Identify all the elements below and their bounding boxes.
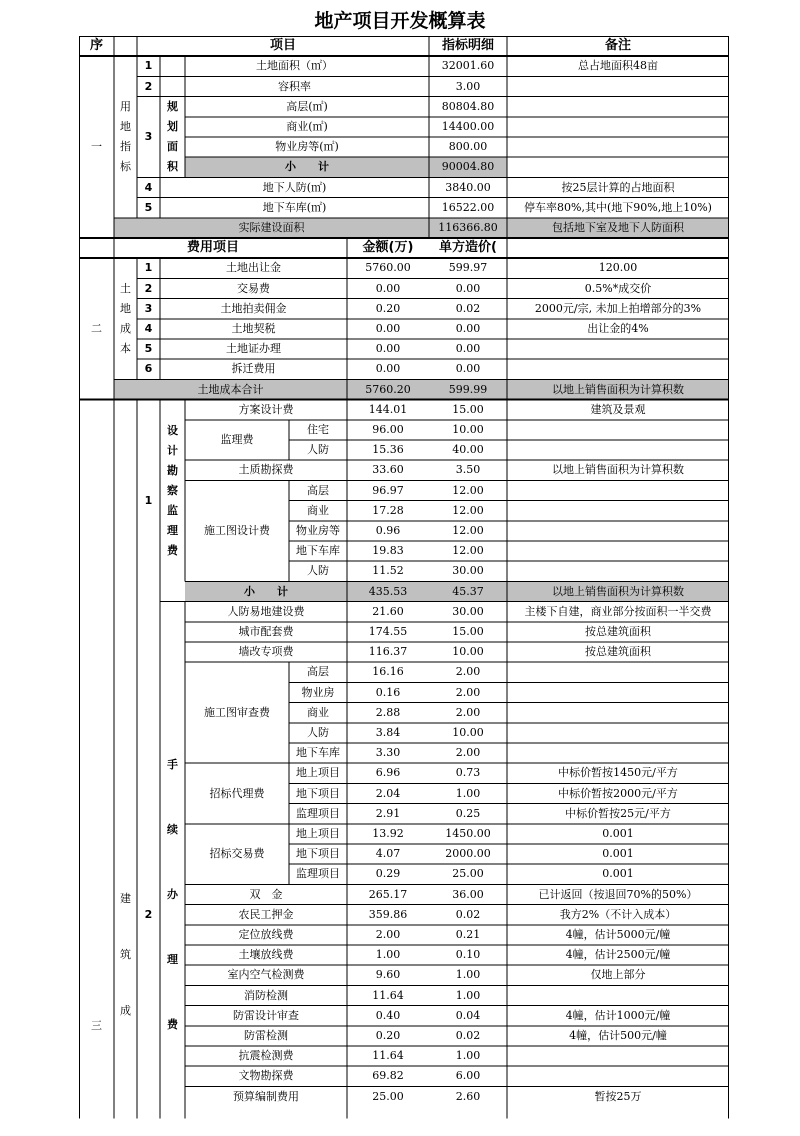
item-amount: 4.07: [375, 847, 401, 861]
item-amount: 21.60: [372, 604, 404, 618]
section-1-label: 用 地 指 标: [120, 100, 131, 173]
item-unit: 0.00: [455, 321, 481, 335]
item-unit: 12.00: [452, 523, 484, 537]
row-number: 5: [144, 200, 153, 214]
row-number: 3: [144, 130, 153, 143]
item-name: 室内空气检测费: [227, 968, 305, 982]
item-value: 800.00: [448, 140, 488, 154]
item-note: 4幢，估计500元/幢: [569, 1028, 667, 1042]
item-note: 中标价暂按1450元/平方: [558, 766, 678, 780]
item-note: 按25层计算的占地面积: [561, 180, 675, 194]
item-note: 以地上销售面积为计算积数: [552, 463, 684, 477]
item-unit: 0.10: [455, 948, 481, 962]
item-unit: 30.00: [452, 564, 484, 578]
item-unit: 2.00: [455, 685, 481, 699]
item-unit: 15.00: [452, 402, 484, 416]
item-unit: 10.00: [452, 645, 484, 659]
item-unit: 0.02: [455, 1028, 481, 1042]
total-name: 小 计: [244, 584, 288, 598]
total-amount: 435.53: [368, 584, 408, 598]
item-name: 土质勘探费: [238, 463, 294, 477]
header-remark: 备注: [604, 38, 632, 54]
item-name: 墙改专项费: [238, 645, 294, 659]
item-unit: 1.00: [455, 988, 481, 1002]
section-3-label: 建 筑 成: [120, 892, 131, 1018]
item-name: 文物勘探费: [238, 1069, 294, 1083]
item-name: 交易费: [237, 281, 270, 295]
item-amount: 69.82: [372, 1069, 404, 1083]
row-number: 1: [144, 59, 153, 73]
item-amount: 9.60: [375, 968, 401, 982]
item-unit: 0.73: [455, 766, 481, 780]
item-amount: 0.16: [375, 685, 401, 699]
item-name: 防雷检测: [244, 1028, 288, 1042]
item-unit: 36.00: [452, 887, 484, 901]
item-unit: 40.00: [452, 443, 484, 457]
item-unit: 10.00: [452, 422, 484, 436]
item-unit: 2.60: [455, 1089, 481, 1103]
item-note: 总占地面积48亩: [578, 59, 658, 73]
item-name: 农民工押金: [238, 907, 294, 921]
item-name: 小 计: [285, 160, 329, 174]
item-amount: 144.01: [368, 402, 408, 416]
header-item: 项目: [269, 38, 297, 54]
item-amount: 0.00: [375, 321, 401, 335]
item-note: 4幢，估计1000元/幢: [565, 1008, 671, 1022]
item-name: 招标交易费: [209, 847, 265, 861]
item-unit: 0.00: [455, 281, 481, 295]
item-sub: 人防: [307, 564, 329, 578]
total-name: 土地成本合计: [197, 382, 264, 396]
item-unit: 30.00: [452, 604, 484, 618]
header-seq: 序: [89, 38, 104, 54]
item-sub: 地上项目: [296, 766, 340, 780]
item-note: 0.001: [602, 847, 634, 861]
item-unit: 10.00: [452, 725, 484, 739]
item-amount: 359.86: [368, 907, 408, 921]
item-unit: 2.00: [455, 665, 481, 679]
item-value: 3840.00: [445, 180, 491, 194]
item-sub: 商业: [307, 503, 329, 517]
item-name: 拆迁费用: [231, 362, 276, 376]
item-unit: 2.00: [455, 746, 481, 760]
item-sub: 物业房等: [296, 523, 340, 537]
item-name: 土地证办理: [226, 342, 281, 356]
item-unit: 0.21: [455, 927, 481, 941]
item-note: 中标价暂按25元/平方: [565, 806, 671, 820]
item-amount: 19.83: [372, 544, 404, 558]
item-amount: 0.40: [375, 1008, 401, 1022]
item-amount: 0.00: [375, 342, 401, 356]
item-sub: 地下车库: [296, 746, 340, 760]
item-note: 按总建筑面积: [585, 645, 651, 659]
item-name: 抗震检测费: [238, 1049, 294, 1063]
item-name: 土地拍卖佣金: [220, 301, 287, 315]
item-unit: 12.00: [452, 483, 484, 497]
item-note: 建筑及景观: [590, 402, 646, 416]
item-amount: 265.17: [368, 887, 408, 901]
item-name: 防雷设计审查: [233, 1008, 299, 1022]
group-number: 1: [144, 493, 153, 507]
item-sub: 地下项目: [296, 786, 340, 800]
item-name: 高层(㎡): [286, 99, 328, 113]
total-value: 116366.80: [438, 220, 498, 234]
item-note: 出让金的4%: [587, 321, 649, 335]
item-name: 土地契税: [231, 321, 276, 335]
cost-header-item: 费用项目: [186, 240, 240, 256]
item-sub: 人防: [307, 443, 329, 457]
section-2-seq: 二: [91, 321, 102, 335]
item-amount: 11.64: [372, 1049, 404, 1063]
item-sub: 人防: [307, 725, 329, 739]
row-number: 1: [144, 261, 153, 275]
item-value: 32001.60: [441, 59, 495, 73]
item-note: 主楼下自建，商业部分按面积一半交费: [524, 604, 712, 618]
item-unit: 0.00: [455, 362, 481, 376]
item-sub: 商业: [307, 705, 329, 719]
item-name: 定位放线费: [238, 927, 294, 941]
item-amount: 3.84: [375, 725, 401, 739]
item-unit: 1.00: [455, 1049, 481, 1063]
item-name: 土地出让金: [226, 261, 281, 275]
row-number: 2: [144, 79, 153, 93]
item-unit: 12.00: [452, 503, 484, 517]
item-amount: 96.00: [372, 422, 404, 436]
item-note: 中标价暂按2000元/平方: [558, 786, 678, 800]
item-name: 土壤放线费: [238, 948, 294, 962]
item-note: 我方2%（不计入成本）: [559, 907, 677, 921]
group-1-label: 设 计 勘 察 监 理 费: [167, 423, 178, 557]
item-amount: 33.60: [372, 463, 404, 477]
item-note: 按总建筑面积: [585, 624, 651, 638]
item-name: 预算编制费用: [233, 1089, 299, 1103]
item-sub: 地下车库: [296, 544, 340, 558]
section-1-seq: 一: [91, 140, 102, 154]
item-amount: 0.96: [375, 523, 401, 537]
total-note: 包括地下室及地下人防面积: [552, 220, 684, 234]
item-amount: 2.04: [375, 786, 401, 800]
item-unit: 1.00: [455, 968, 481, 982]
header-detail: 指标明细: [441, 38, 495, 54]
row-number: 2: [144, 281, 153, 295]
item-amount: 15.36: [372, 443, 404, 457]
item-amount: 3.30: [375, 746, 401, 760]
item-note: 0.001: [602, 867, 634, 881]
item-amount: 0.20: [375, 301, 401, 315]
item-amount: 5760.00: [365, 261, 411, 275]
group-number: 2: [144, 907, 153, 921]
item-name: 方案设计费: [238, 402, 294, 416]
item-name: 双 金: [249, 887, 283, 901]
page-title: 地产项目开发概算表: [314, 10, 486, 32]
item-amount: 0.29: [375, 867, 401, 881]
item-amount: 13.92: [372, 826, 404, 840]
item-unit: 2.00: [455, 705, 481, 719]
group-2-label: 手 续 办 理 费: [167, 757, 178, 1031]
item-note: 0.001: [602, 826, 634, 840]
row-number: 5: [144, 342, 153, 356]
total-note: 以地上销售面积为计算积数: [552, 584, 684, 598]
item-name: 城市配套费: [238, 624, 294, 638]
row-number: 3: [144, 301, 153, 315]
total-unit: 599.99: [448, 382, 488, 396]
item-unit: 0.02: [455, 907, 481, 921]
total-unit: 45.37: [452, 584, 484, 598]
item-unit: 6.00: [455, 1069, 481, 1083]
item-note: 0.5%*成交价: [584, 281, 652, 295]
item-sub: 物业房: [301, 685, 335, 699]
item-unit: 1.00: [455, 786, 481, 800]
item-note: 停车率80%,其中(地下90%,地上10%): [524, 200, 712, 214]
item-name: 施工图设计费: [204, 523, 270, 537]
item-unit: 25.00: [452, 867, 484, 881]
item-note: 已计返回（按退回70%的50%）: [538, 887, 698, 901]
row-number: 4: [144, 321, 153, 335]
item-value: 3.00: [455, 79, 481, 93]
item-value: 80804.80: [441, 99, 495, 113]
item-name: 监理费: [220, 433, 254, 446]
item-unit: 0.00: [455, 342, 481, 356]
item-amount: 11.64: [372, 988, 404, 1002]
item-name: 物业房等(㎡): [275, 140, 339, 154]
item-value: 16522.00: [441, 200, 495, 214]
item-sub: 监理项目: [296, 867, 340, 881]
item-amount: 116.37: [368, 645, 408, 659]
cost-header-amount: 金额(万): [362, 240, 414, 256]
item-amount: 1.00: [375, 948, 401, 962]
item-unit: 12.00: [452, 544, 484, 558]
item-note: 4幢，估计5000元/幢: [565, 927, 671, 941]
planning-label: 规 划 面 积: [167, 100, 178, 173]
item-name: 招标代理费: [209, 786, 265, 800]
item-name: 施工图审查费: [204, 705, 270, 719]
item-amount: 0.00: [375, 362, 401, 376]
item-name: 地下人防(㎡): [262, 180, 327, 194]
total-note: 以地上销售面积为计算积数: [552, 382, 684, 396]
item-amount: 0.20: [375, 1028, 401, 1042]
item-name: 消防检测: [244, 988, 288, 1002]
item-amount: 0.00: [375, 281, 401, 295]
item-name: 容积率: [278, 79, 311, 93]
item-amount: 17.28: [372, 503, 404, 517]
item-sub: 监理项目: [296, 806, 340, 820]
item-amount: 16.16: [372, 665, 404, 679]
section-2-label: 土 地 成 本: [120, 281, 131, 355]
item-note: 120.00: [598, 261, 638, 275]
item-amount: 2.00: [375, 927, 401, 941]
item-amount: 174.55: [368, 624, 408, 638]
item-sub: 高层: [307, 483, 329, 497]
item-unit: 0.04: [455, 1008, 481, 1022]
item-unit: 1450.00: [445, 826, 491, 840]
item-unit: 15.00: [452, 624, 484, 638]
item-amount: 96.97: [372, 483, 404, 497]
item-name: 地下车库(㎡): [262, 200, 327, 214]
row-number: 4: [144, 180, 153, 194]
item-amount: 11.52: [372, 564, 404, 578]
total-amount: 5760.20: [365, 382, 411, 396]
item-unit: 2000.00: [445, 847, 491, 861]
item-name: 人防易地建设费: [227, 604, 305, 618]
item-unit: 599.97: [448, 261, 488, 275]
item-amount: 6.96: [375, 766, 401, 780]
item-name: 土地面积（㎡）: [256, 59, 333, 73]
item-note: 暂按25万: [594, 1089, 642, 1103]
item-amount: 2.91: [375, 806, 401, 820]
item-amount: 25.00: [372, 1089, 404, 1103]
item-note: 2000元/宗, 未加上拍增部分的3%: [534, 301, 702, 315]
item-amount: 2.88: [375, 705, 401, 719]
item-unit: 0.02: [455, 301, 481, 315]
cost-header-unit: 单方造价(: [439, 240, 497, 256]
item-note: 仅地上部分: [590, 968, 646, 982]
item-sub: 住宅: [307, 422, 329, 436]
item-unit: 0.25: [455, 806, 481, 820]
item-unit: 3.50: [455, 463, 481, 477]
item-note: 4幢，估计2500元/幢: [565, 948, 671, 962]
item-sub: 高层: [307, 665, 329, 679]
total-name: 实际建设面积: [238, 220, 305, 234]
item-value: 90004.80: [441, 160, 495, 174]
row-number: 6: [144, 362, 153, 376]
item-value: 14400.00: [441, 119, 495, 133]
item-sub: 地下项目: [296, 847, 340, 861]
item-name: 商业(㎡): [286, 119, 328, 133]
item-sub: 地上项目: [296, 826, 340, 840]
section-3-seq: 三: [91, 1018, 102, 1032]
estimate-table: [79, 36, 729, 1136]
